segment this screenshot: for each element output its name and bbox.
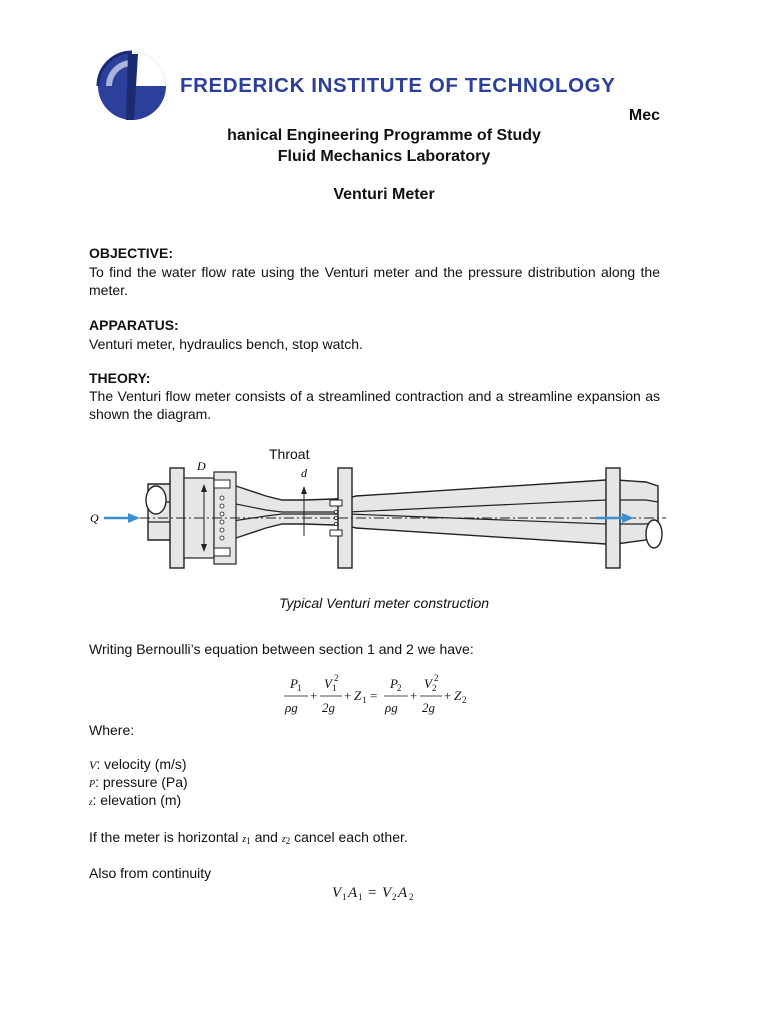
- svg-text:A: A: [398, 885, 408, 901]
- svg-text:P: P: [390, 676, 398, 691]
- svg-text:+: +: [344, 688, 352, 703]
- diagram-caption: Typical Venturi meter construction: [278, 595, 490, 611]
- svg-text:+: +: [444, 688, 452, 703]
- continuity-text: Also from continuity: [89, 865, 212, 881]
- header-mec-fragment: Mec: [628, 107, 660, 124]
- svg-text:2g: 2g: [322, 700, 335, 715]
- svg-text:P: P: [290, 676, 298, 691]
- symbol-V: V: [89, 758, 97, 772]
- lab-title: Fluid Mechanics Laboratory: [277, 148, 491, 165]
- svg-text:ρg: ρg: [385, 700, 398, 715]
- throat-d-label: d: [301, 466, 307, 480]
- objective-text: To find the water flow rate using the Venturi meter and the pressure distribution along the meter.: [89, 264, 660, 298]
- institute-name: FREDERICK INSTITUTE OF TECHNOLOGY: [180, 74, 616, 97]
- svg-text:2: 2: [432, 683, 437, 693]
- continuity-equation: [330, 878, 430, 906]
- svg-text:1: 1: [362, 695, 367, 705]
- svg-text:V: V: [424, 676, 432, 691]
- svg-text:2: 2: [392, 892, 397, 902]
- programme-title: hanical Engineering Programme of Study: [227, 127, 541, 144]
- svg-text:V: V: [382, 885, 392, 901]
- svg-text:2: 2: [397, 683, 402, 693]
- svg-text:2: 2: [462, 695, 467, 705]
- svg-text:1: 1: [332, 683, 337, 693]
- symbol-P: P: [89, 779, 96, 790]
- svg-text:V: V: [332, 885, 342, 901]
- svg-text:2: 2: [409, 892, 414, 902]
- venturi-diagram: [86, 442, 686, 582]
- svg-text:A: A: [348, 885, 358, 901]
- objective-heading: OBJECTIVE:: [89, 245, 174, 261]
- where-item-velocity: V: velocity (m/s): [89, 756, 187, 772]
- throat-label: Throat: [269, 446, 310, 462]
- where-item-pressure: P: pressure (Pa): [89, 774, 188, 790]
- bernoulli-intro: Writing Bernoulli’s equation between section 1 and 2 we have:: [89, 641, 474, 657]
- horizontal-statement: If the meter is horizontal $z_1$ and $z_2$ cancel each other.: [89, 829, 408, 846]
- svg-text:1: 1: [358, 892, 363, 902]
- svg-text:1: 1: [297, 683, 302, 693]
- symbol-z: z: [89, 797, 93, 807]
- svg-text:2: 2: [434, 673, 439, 683]
- svg-text:Z: Z: [354, 688, 362, 703]
- apparatus-text: Venturi meter, hydraulics bench, stop watch.: [89, 336, 363, 352]
- document-title: Venturi Meter: [333, 186, 435, 203]
- theory-heading: THEORY:: [89, 370, 151, 386]
- where-label: Where:: [89, 722, 135, 738]
- svg-text:=: =: [370, 688, 378, 703]
- svg-text:ρg: ρg: [285, 700, 298, 715]
- theory-text: The Venturi flow meter consists of a streamlined contraction and a streamline expansion as shown the diagram.: [89, 388, 660, 422]
- apparatus-heading: APPARATUS:: [89, 317, 179, 333]
- svg-text:Z: Z: [454, 688, 462, 703]
- svg-text:2: 2: [334, 673, 339, 683]
- flow-Q-label: Q: [90, 511, 99, 525]
- svg-text:1: 1: [342, 892, 347, 902]
- diameter-D-label: D: [197, 459, 206, 473]
- svg-text:=: =: [368, 885, 377, 901]
- institute-logo: [92, 46, 172, 124]
- where-item-elevation: z: elevation (m): [89, 792, 182, 808]
- bernoulli-equation: [282, 672, 482, 722]
- svg-text:+: +: [310, 688, 318, 703]
- svg-text:V: V: [324, 676, 332, 691]
- svg-text:+: +: [410, 688, 418, 703]
- svg-text:2g: 2g: [422, 700, 435, 715]
